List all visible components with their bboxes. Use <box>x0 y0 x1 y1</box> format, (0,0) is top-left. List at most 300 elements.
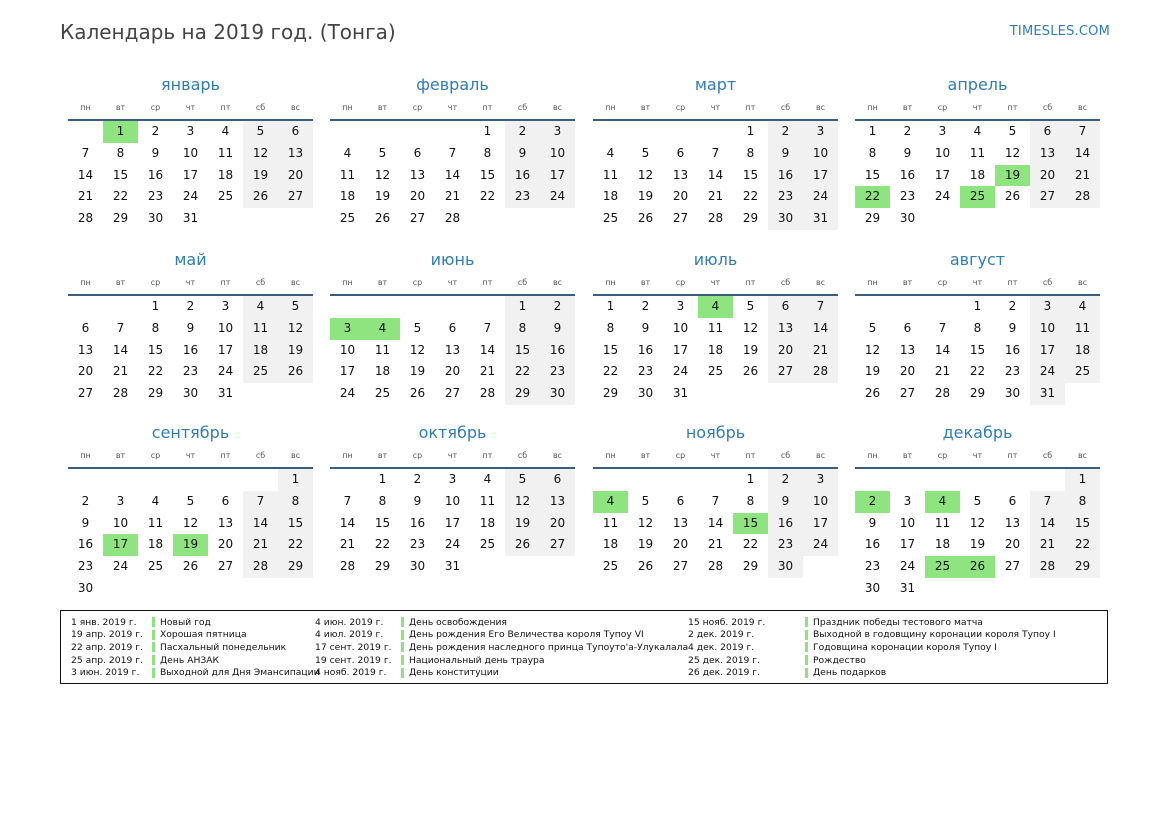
day-grid <box>330 296 575 405</box>
day-cell: 10 <box>803 143 838 165</box>
day-cell: 23 <box>768 534 803 556</box>
month-name: март <box>694 75 737 94</box>
weekday-header <box>330 276 575 290</box>
holiday-marker <box>152 668 155 678</box>
day-cell: 18 <box>147 537 164 552</box>
day-cell: 13 <box>278 143 313 165</box>
day-cell: 22 <box>742 189 759 204</box>
day-cell: 29 <box>278 556 313 578</box>
day-cell: 29 <box>147 386 164 401</box>
holiday-marker <box>401 630 404 640</box>
weekday-label: вс <box>1077 278 1088 287</box>
holiday-day-cell: 25 <box>925 556 960 578</box>
legend-item <box>71 616 320 629</box>
empty-cell <box>1030 469 1065 491</box>
day-cell: 23 <box>147 189 164 204</box>
month-name: июнь <box>430 250 475 269</box>
day-cell: 18 <box>602 189 619 204</box>
day-cell: 9 <box>186 320 195 335</box>
day-cell: 19 <box>374 189 391 204</box>
legend-date: 15 нояб. 2019 г. <box>688 616 766 628</box>
day-cell: 3 <box>903 493 912 508</box>
empty-cell <box>435 296 470 318</box>
day-cell: 20 <box>768 340 803 362</box>
holiday-marker <box>401 655 404 665</box>
legend-item <box>688 616 1056 629</box>
day-cell: 16 <box>768 513 803 535</box>
day-cell: 19 <box>409 364 426 379</box>
legend-column <box>688 616 1056 679</box>
day-cell: 12 <box>1004 145 1021 160</box>
day-cell: 9 <box>768 491 803 513</box>
day-cell: 4 <box>243 296 278 318</box>
day-cell: 28 <box>77 211 94 226</box>
day-grid <box>855 296 1100 405</box>
day-cell: 13 <box>768 318 803 340</box>
day-cell: 28 <box>803 361 838 383</box>
day-cell: 9 <box>641 320 650 335</box>
holiday-marker <box>805 668 808 678</box>
legend-date: 19 апр. 2019 г. <box>71 629 143 641</box>
day-cell: 21 <box>479 364 496 379</box>
day-cell: 15 <box>374 515 391 530</box>
day-cell: 30 <box>864 580 881 595</box>
weekday-label: вт <box>115 451 126 460</box>
day-cell: 18 <box>707 342 724 357</box>
weekday-label: вс <box>552 103 563 112</box>
day-cell: 14 <box>1065 143 1100 165</box>
weekday-label: ср <box>150 451 161 460</box>
weekday-label: пн <box>867 278 878 287</box>
weekday-label: вс <box>1077 103 1088 112</box>
weekday-label: вт <box>377 451 388 460</box>
weekday-label: вт <box>640 103 651 112</box>
weekday-header <box>68 449 313 463</box>
day-cell: 5 <box>641 493 650 508</box>
weekday-label: вт <box>640 451 651 460</box>
day-cell: 15 <box>278 513 313 535</box>
legend-holiday-name: Пасхальный понедельник <box>160 641 287 653</box>
day-cell: 14 <box>77 167 94 182</box>
day-cell: 7 <box>483 320 492 335</box>
day-cell: 20 <box>672 537 689 552</box>
day-cell: 1 <box>378 472 387 486</box>
holiday-marker <box>152 630 155 640</box>
weekday-label: ср <box>412 451 423 460</box>
day-cell: 9 <box>413 493 422 508</box>
day-cell: 10 <box>112 515 129 530</box>
legend-holiday-name: День освобождения <box>409 616 507 628</box>
weekday-label: чт <box>185 451 196 460</box>
month-block <box>68 423 313 600</box>
weekday-label: пн <box>80 103 91 112</box>
day-cell: 14 <box>479 342 496 357</box>
day-cell: 1 <box>151 299 160 313</box>
day-cell: 15 <box>864 167 881 182</box>
day-cell: 22 <box>602 364 619 379</box>
day-cell: 28 <box>339 559 356 574</box>
day-cell: 10 <box>540 143 575 165</box>
empty-cell <box>330 121 365 143</box>
day-cell: 20 <box>217 537 234 552</box>
legend-date: 22 апр. 2019 г. <box>71 641 143 653</box>
day-cell: 14 <box>934 342 951 357</box>
weekday-label: пн <box>867 103 878 112</box>
weekday-label: сб <box>517 278 528 287</box>
weekday-label: сб <box>517 451 528 460</box>
weekday-label: чт <box>447 103 458 112</box>
day-cell: 7 <box>116 320 125 335</box>
day-cell: 6 <box>676 493 685 508</box>
legend-item <box>71 641 320 654</box>
day-cell: 22 <box>374 537 391 552</box>
weekday-label: вс <box>290 103 301 112</box>
empty-cell <box>855 469 890 491</box>
day-cell: 25 <box>602 559 619 574</box>
month-block <box>330 250 575 405</box>
day-cell: 22 <box>112 189 129 204</box>
day-cell: 16 <box>505 165 540 187</box>
legend-holiday-name: День рождения наследного принца Тупоуто'а-Улукалала <box>409 641 689 653</box>
day-cell: 10 <box>934 145 951 160</box>
weekday-label: пт <box>482 103 493 112</box>
day-cell: 21 <box>707 189 724 204</box>
day-cell: 11 <box>602 167 619 182</box>
day-cell: 19 <box>969 537 986 552</box>
day-cell: 2 <box>1008 299 1017 313</box>
day-cell: 28 <box>112 386 129 401</box>
day-cell: 6 <box>540 469 575 491</box>
day-cell: 25 <box>707 364 724 379</box>
day-cell: 25 <box>1065 361 1100 383</box>
day-cell: 9 <box>151 145 160 160</box>
day-cell: 18 <box>479 515 496 530</box>
legend-item <box>71 666 320 679</box>
day-cell: 12 <box>374 167 391 182</box>
empty-cell <box>663 469 698 491</box>
day-cell: 27 <box>77 386 94 401</box>
weekday-label: ср <box>675 451 686 460</box>
weekday-label: вс <box>290 451 301 460</box>
legend-holiday-name: Новый год <box>160 616 211 628</box>
day-cell: 7 <box>803 296 838 318</box>
day-cell: 5 <box>868 320 877 335</box>
weekday-label: пт <box>1007 103 1018 112</box>
legend-date: 4 июл. 2019 г. <box>315 629 384 641</box>
legend-date: 4 дек. 2019 г. <box>688 641 755 653</box>
month-block <box>330 75 575 230</box>
day-cell: 8 <box>746 145 755 160</box>
empty-cell <box>330 469 365 491</box>
month-block <box>855 250 1100 405</box>
day-cell: 15 <box>112 167 129 182</box>
day-cell: 4 <box>483 472 492 486</box>
day-cell: 23 <box>409 537 426 552</box>
weekday-label: сб <box>1042 103 1053 112</box>
day-cell: 20 <box>899 364 916 379</box>
day-cell: 11 <box>1065 318 1100 340</box>
day-cell: 27 <box>768 361 803 383</box>
day-cell: 24 <box>339 386 356 401</box>
day-cell: 1 <box>483 124 492 138</box>
day-cell: 15 <box>505 340 540 362</box>
day-grid <box>593 469 838 578</box>
day-cell: 24 <box>672 364 689 379</box>
weekday-label: чт <box>447 451 458 460</box>
empty-cell <box>628 469 663 491</box>
empty-cell <box>470 296 505 318</box>
legend-holiday-name: Праздник победы тестового матча <box>813 616 983 628</box>
holiday-day-cell: 15 <box>733 513 768 535</box>
day-cell: 1 <box>278 469 313 491</box>
holiday-legend <box>60 610 1108 684</box>
day-cell: 3 <box>676 299 685 313</box>
weekday-label: ср <box>412 103 423 112</box>
day-cell: 4 <box>1065 296 1100 318</box>
day-cell: 25 <box>339 211 356 226</box>
day-cell: 12 <box>742 320 759 335</box>
day-cell: 18 <box>934 537 951 552</box>
day-cell: 13 <box>1030 143 1065 165</box>
weekday-label: пт <box>482 451 493 460</box>
day-grid <box>855 469 1100 600</box>
empty-cell <box>138 469 173 491</box>
day-cell: 5 <box>278 296 313 318</box>
day-cell: 27 <box>217 559 234 574</box>
weekday-label: пт <box>1007 278 1018 287</box>
day-cell: 11 <box>479 493 496 508</box>
day-cell: 29 <box>969 386 986 401</box>
day-cell: 23 <box>768 186 803 208</box>
weekday-label: вс <box>552 451 563 460</box>
weekday-label: чт <box>710 451 721 460</box>
day-cell: 28 <box>934 386 951 401</box>
day-cell: 22 <box>742 537 759 552</box>
day-cell: 7 <box>711 145 720 160</box>
day-cell: 16 <box>147 167 164 182</box>
day-cell: 26 <box>243 186 278 208</box>
day-cell: 25 <box>243 361 278 383</box>
day-cell: 31 <box>672 386 689 401</box>
weekday-header <box>593 449 838 463</box>
day-cell: 9 <box>1008 320 1017 335</box>
month-name: май <box>174 250 207 269</box>
day-cell: 21 <box>803 340 838 362</box>
day-cell: 27 <box>672 211 689 226</box>
day-cell: 2 <box>81 493 90 508</box>
day-cell: 7 <box>448 145 457 160</box>
day-cell: 31 <box>1030 383 1065 405</box>
month-name: август <box>949 250 1006 269</box>
site-link[interactable]: TIMESLES.COM <box>1009 24 1110 39</box>
empty-cell <box>103 469 138 491</box>
month-name: февраль <box>416 75 489 94</box>
day-cell: 31 <box>182 211 199 226</box>
day-cell: 24 <box>934 189 951 204</box>
holiday-marker <box>152 642 155 652</box>
legend-item <box>315 666 688 679</box>
weekday-label: сб <box>255 451 266 460</box>
weekday-label: чт <box>447 278 458 287</box>
day-grid <box>68 296 313 405</box>
day-cell: 19 <box>505 513 540 535</box>
empty-cell <box>855 296 890 318</box>
empty-cell <box>890 296 925 318</box>
day-cell: 15 <box>479 167 496 182</box>
day-cell: 30 <box>768 556 803 578</box>
day-cell: 13 <box>217 515 234 530</box>
day-cell: 4 <box>151 493 160 508</box>
day-cell: 25 <box>147 559 164 574</box>
day-cell: 21 <box>112 364 129 379</box>
day-grid <box>593 121 838 230</box>
weekday-label: ср <box>937 451 948 460</box>
empty-cell <box>365 121 400 143</box>
legend-date: 2 дек. 2019 г. <box>688 629 755 641</box>
holiday-marker <box>401 642 404 652</box>
day-cell: 14 <box>707 167 724 182</box>
holiday-day-cell: 1 <box>103 121 138 143</box>
day-cell: 3 <box>116 493 125 508</box>
day-cell: 27 <box>1030 186 1065 208</box>
day-cell: 14 <box>243 513 278 535</box>
holiday-day-cell: 4 <box>698 296 733 318</box>
day-cell: 2 <box>151 124 160 138</box>
day-cell: 20 <box>540 513 575 535</box>
day-cell: 10 <box>899 515 916 530</box>
day-cell: 29 <box>864 211 881 226</box>
weekday-label: вт <box>902 451 913 460</box>
empty-cell <box>698 469 733 491</box>
day-cell: 21 <box>444 189 461 204</box>
weekday-label: сб <box>517 103 528 112</box>
day-cell: 6 <box>413 145 422 160</box>
day-cell: 28 <box>444 211 461 226</box>
day-cell: 10 <box>444 493 461 508</box>
weekday-label: вт <box>902 278 913 287</box>
weekday-label: вт <box>902 103 913 112</box>
legend-holiday-name: Выходной в годовщину коронации короля Тупоу I <box>813 629 1056 641</box>
weekday-header <box>330 449 575 463</box>
day-cell: 6 <box>768 296 803 318</box>
day-cell: 1 <box>746 124 755 138</box>
legend-date: 25 апр. 2019 г. <box>71 654 143 666</box>
day-cell: 26 <box>278 361 313 383</box>
day-cell: 17 <box>182 167 199 182</box>
day-cell: 11 <box>374 342 391 357</box>
day-cell: 28 <box>707 559 724 574</box>
day-cell: 5 <box>413 320 422 335</box>
holiday-day-cell: 2 <box>855 491 890 513</box>
day-cell: 16 <box>77 537 94 552</box>
legend-holiday-name: Национальный день траура <box>409 654 545 666</box>
day-cell: 4 <box>606 145 615 160</box>
holiday-day-cell: 4 <box>593 491 628 513</box>
day-cell: 30 <box>768 208 803 230</box>
day-cell: 12 <box>505 491 540 513</box>
day-cell: 11 <box>243 318 278 340</box>
empty-cell <box>995 469 1030 491</box>
day-cell: 17 <box>803 165 838 187</box>
day-cell: 19 <box>278 340 313 362</box>
weekday-label: вт <box>377 278 388 287</box>
empty-cell <box>68 296 103 318</box>
day-cell: 8 <box>868 145 877 160</box>
day-cell: 27 <box>444 386 461 401</box>
day-cell: 12 <box>409 342 426 357</box>
day-cell: 3 <box>803 469 838 491</box>
day-cell: 2 <box>641 299 650 313</box>
legend-date: 4 июн. 2019 г. <box>315 616 384 628</box>
legend-holiday-name: Рождество <box>813 654 866 666</box>
weekday-label: пн <box>342 451 353 460</box>
day-cell: 13 <box>540 491 575 513</box>
day-cell: 28 <box>243 556 278 578</box>
day-cell: 19 <box>742 342 759 357</box>
day-cell: 27 <box>1004 559 1021 574</box>
weekday-label: сб <box>780 278 791 287</box>
day-cell: 28 <box>707 211 724 226</box>
day-cell: 3 <box>803 121 838 143</box>
weekday-label: вс <box>290 278 301 287</box>
day-cell: 5 <box>746 299 755 313</box>
weekday-label: вс <box>815 103 826 112</box>
day-cell: 27 <box>672 559 689 574</box>
day-cell: 15 <box>969 342 986 357</box>
day-cell: 6 <box>676 145 685 160</box>
day-cell: 1 <box>505 296 540 318</box>
empty-cell <box>68 469 103 491</box>
day-cell: 11 <box>602 515 619 530</box>
day-cell: 18 <box>602 537 619 552</box>
day-cell: 27 <box>409 211 426 226</box>
empty-cell <box>628 121 663 143</box>
month-block <box>593 250 838 405</box>
day-cell: 26 <box>637 559 654 574</box>
day-cell: 15 <box>147 342 164 357</box>
weekday-label: пн <box>80 451 91 460</box>
empty-cell <box>663 121 698 143</box>
holiday-day-cell: 3 <box>330 318 365 340</box>
legend-item <box>688 654 1056 667</box>
day-cell: 7 <box>243 491 278 513</box>
day-cell: 30 <box>540 383 575 405</box>
day-cell: 29 <box>112 211 129 226</box>
day-cell: 16 <box>409 515 426 530</box>
month-block <box>68 75 313 230</box>
day-cell: 14 <box>339 515 356 530</box>
month-block <box>855 423 1100 600</box>
day-cell: 24 <box>1030 361 1065 383</box>
weekday-label: пт <box>1007 451 1018 460</box>
empty-cell <box>960 469 995 491</box>
day-cell: 23 <box>77 559 94 574</box>
legend-holiday-name: Хорошая пятница <box>160 629 247 641</box>
day-cell: 14 <box>707 515 724 530</box>
day-cell: 20 <box>1030 165 1065 187</box>
day-cell: 3 <box>1030 296 1065 318</box>
day-cell: 9 <box>903 145 912 160</box>
day-cell: 22 <box>969 364 986 379</box>
day-cell: 12 <box>864 342 881 357</box>
weekday-label: сб <box>780 103 791 112</box>
holiday-day-cell: 4 <box>925 491 960 513</box>
month-name: ноябрь <box>685 423 746 442</box>
day-cell: 8 <box>1065 491 1100 513</box>
holiday-marker <box>152 655 155 665</box>
day-cell: 4 <box>343 145 352 160</box>
weekday-label: чт <box>710 278 721 287</box>
